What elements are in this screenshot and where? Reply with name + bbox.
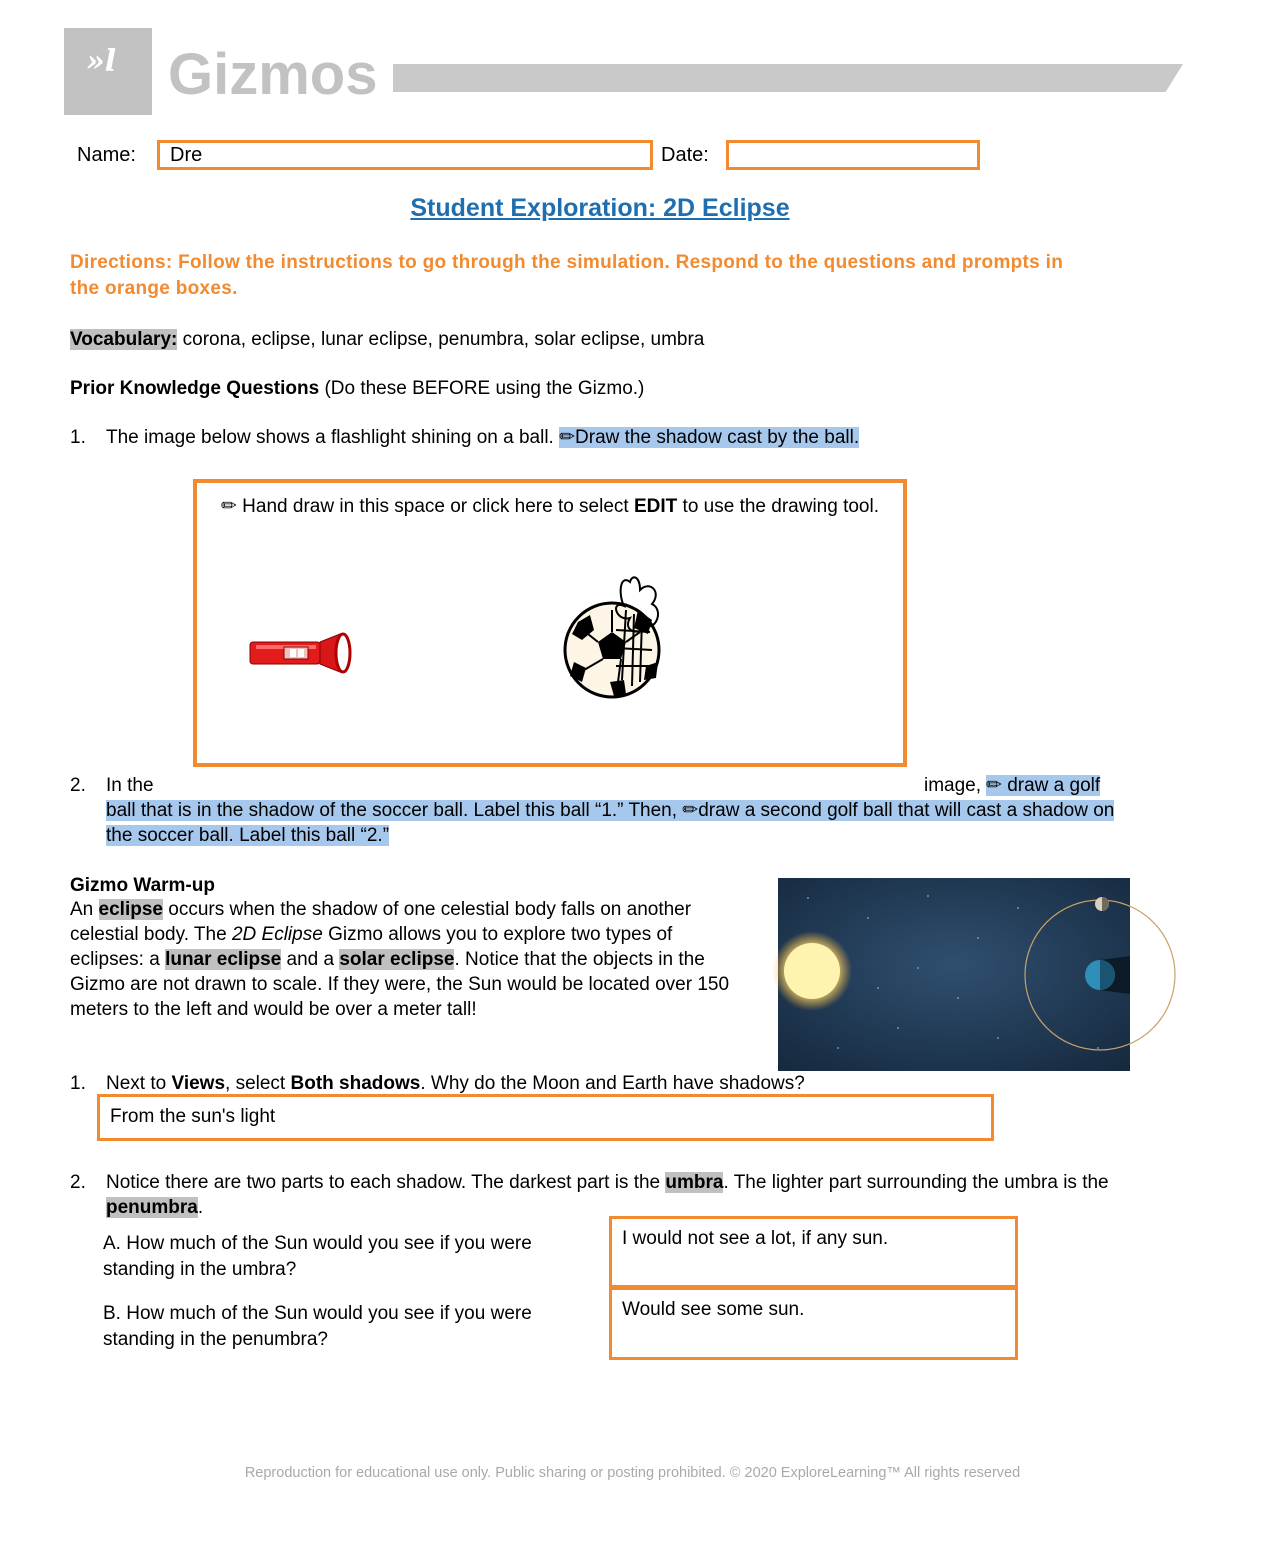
warmup-paragraph bbox=[70, 897, 750, 1022]
question-a: A. How much of the Sun would you see if you were standing in the umbra? bbox=[103, 1233, 532, 1280]
warmup-heading: Gizmo Warm-up bbox=[70, 875, 215, 896]
date-field[interactable] bbox=[726, 140, 980, 170]
vocabulary bbox=[70, 327, 1070, 352]
date-label: Date: bbox=[661, 144, 709, 166]
drawing-caption bbox=[193, 494, 907, 520]
flashlight-icon bbox=[246, 632, 358, 676]
both-shadows-label: Both shadows bbox=[290, 1073, 421, 1094]
warmup-q1-number: 1. bbox=[70, 1073, 86, 1094]
directions: Directions: Follow the instructions to go through the simulation. Respond to the questions and prompts in the orange boxes. bbox=[70, 252, 1064, 299]
warmup-q1-text-3: . Why do the Moon and Earth have shadows? bbox=[420, 1073, 805, 1094]
name-field[interactable]: Dre bbox=[157, 140, 653, 170]
warmup-q2-number: 2. bbox=[70, 1172, 86, 1193]
vocabulary-terms: corona, eclipse, lunar eclipse, penumbra, solar eclipse, umbra bbox=[182, 329, 705, 350]
question-b: B. How much of the Sun would you see if you were standing in the penumbra? bbox=[103, 1303, 532, 1350]
term-lunar-eclipse: lunar eclipse bbox=[165, 949, 282, 970]
prior-q1 bbox=[106, 425, 1106, 450]
edit-link[interactable]: EDIT bbox=[633, 496, 678, 517]
term-umbra: umbra bbox=[665, 1172, 724, 1193]
warmup-text-2: Gizmo allows you to explore two types of eclipses: a bbox=[70, 924, 673, 970]
answer-box-a[interactable]: I would not see a lot, if any sun. bbox=[609, 1216, 1018, 1288]
term-solar-eclipse: solar eclipse bbox=[339, 949, 455, 970]
prior-q2-prompt-wrap bbox=[106, 773, 1131, 848]
term-eclipse: eclipse bbox=[98, 899, 163, 920]
prior-q2-text-b: image, bbox=[924, 775, 982, 796]
views-label: Views bbox=[171, 1073, 226, 1094]
warmup-q1 bbox=[106, 1071, 1006, 1096]
prior-q2-number: 2. bbox=[70, 775, 86, 796]
footer: Reproduction for educational use only. Public sharing or posting prohibited. © 2020 ExploreLearning™ All rights reserved bbox=[244, 1465, 1021, 1481]
logo-icon: »l bbox=[86, 44, 117, 79]
warmup-text-and: and a bbox=[286, 949, 335, 970]
warmup-text-an: An bbox=[70, 899, 94, 920]
prior-q2-text-a: In the bbox=[106, 775, 154, 796]
prior-heading bbox=[70, 376, 1070, 401]
page-title: Student Exploration: 2D Eclipse bbox=[410, 194, 790, 222]
vocabulary-label: Vocabulary: bbox=[70, 329, 178, 350]
prior-q1-number: 1. bbox=[70, 427, 86, 448]
warmup-q2-text-2: . The lighter part surrounding the umbra is the bbox=[723, 1172, 1109, 1193]
gizmo-screenshot bbox=[778, 878, 1130, 1071]
warmup-q2-text-1: Notice there are two parts to each shadow. The darkest part is the bbox=[106, 1172, 661, 1193]
warmup-q1-text-2: , select bbox=[225, 1073, 286, 1094]
answer-box-q1[interactable]: From the sun's light bbox=[97, 1094, 994, 1141]
prior-q1-prompt: ✏Draw the shadow cast by the ball. bbox=[559, 427, 860, 448]
prior-q1-text: The image below shows a flashlight shining on a ball. bbox=[106, 427, 554, 448]
term-penumbra: penumbra bbox=[106, 1197, 198, 1218]
prior-heading-note: (Do these BEFORE using the Gizmo.) bbox=[324, 378, 645, 399]
soccer-ball-icon bbox=[560, 570, 670, 702]
prior-q2-prompt: ✏ draw a golf ball that is in the shadow of the soccer ball. Label this ball “1.” Then, ✏draw a second golf ball that will cast a shadow on the soccer ball. Label this ball “2.” bbox=[106, 775, 1115, 846]
warmup-q2-text-3: . bbox=[197, 1197, 204, 1218]
prior-heading-title: Prior Knowledge Questions bbox=[70, 378, 320, 399]
drawing-area[interactable] bbox=[193, 479, 907, 767]
warmup-q2 bbox=[106, 1170, 1126, 1220]
gizmo-name: 2D Eclipse bbox=[231, 924, 323, 945]
drawing-caption-text-end: to use the drawing tool. bbox=[682, 496, 880, 517]
name-label: Name: bbox=[77, 144, 136, 166]
warmup-text-3: . Notice that the objects in the Gizmo are not drawn to scale. If they were, the Sun would be located over 150 meters to the left and would be over a meter tall! bbox=[70, 949, 730, 1020]
drawing-caption-text: ✏ Hand draw in this space or click here to select bbox=[220, 496, 629, 517]
logo-text: Gizmos bbox=[168, 42, 378, 107]
answer-box-b[interactable]: Would see some sun. bbox=[609, 1287, 1018, 1360]
warmup-q1-text-1: Next to bbox=[106, 1073, 167, 1094]
warmup-text-1: occurs when the shadow of one celestial body falls on another celestial body. The bbox=[70, 899, 692, 945]
header-bar bbox=[393, 64, 1183, 92]
